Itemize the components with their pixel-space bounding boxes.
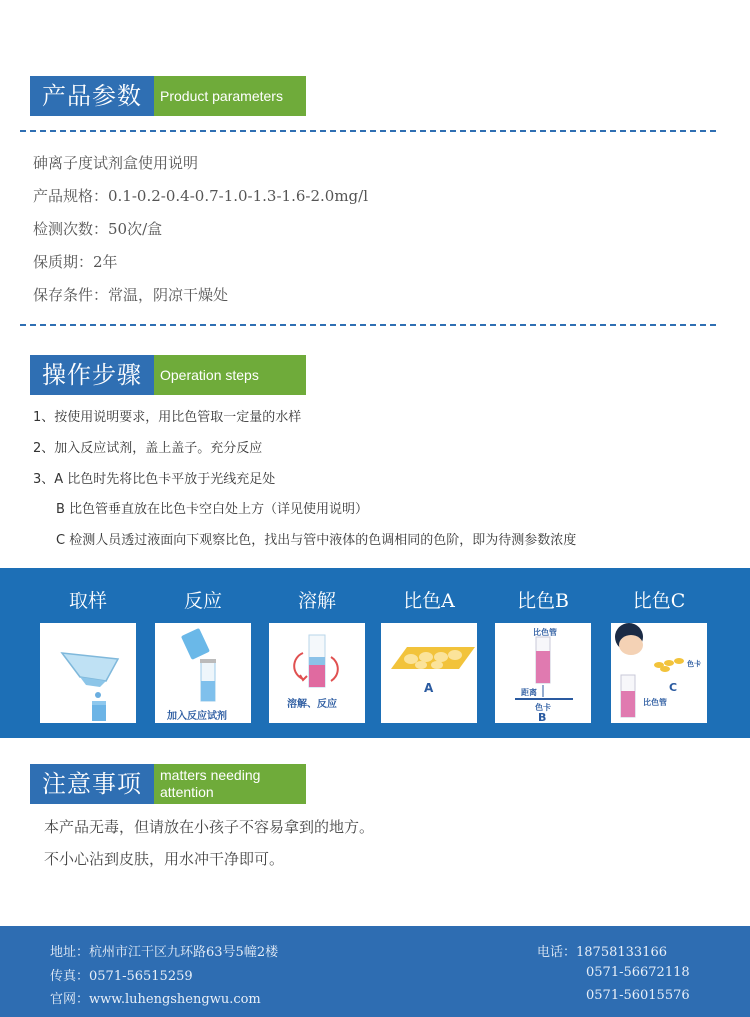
note-item: 本产品无毒，但请放在小孩子不容易拿到的地方。 — [44, 818, 375, 836]
caption-b-tube: 比色管 — [533, 628, 557, 637]
step-item: 3、A 比色时先将比色卡平放于光线充足处 — [33, 472, 276, 487]
footer-phone: 0571-56015576 — [586, 988, 690, 1003]
params-line: 保质期：2年 — [33, 253, 118, 271]
step-item: B 比色管垂直放在比色卡空白处上方（详见使用说明） — [56, 502, 369, 517]
section-header-notes — [30, 764, 306, 804]
footer-address: 地址：杭州市江干区九环路63号5幢2楼 — [50, 945, 279, 960]
params-line: 产品规格：0.1-0.2-0.4-0.7-1.0-1.3-1.6-2.0mg/l — [33, 187, 368, 205]
caption-dissolve: 溶解、反应 — [287, 699, 337, 710]
footer-fax: 传真：0571-56515259 — [50, 969, 193, 984]
card-dissolve — [269, 623, 365, 723]
step-item: 1、按使用说明要求，用比色管取一定量的水样 — [33, 410, 302, 425]
section-title-cn: 注意事项 — [30, 764, 154, 804]
card-compare-c — [611, 623, 707, 723]
dashed-divider — [20, 130, 716, 132]
caption-c-tube: 比色管 — [643, 698, 667, 707]
compare-c-illustration — [611, 623, 707, 723]
card-reaction — [155, 623, 251, 723]
caption-b-distance: 距离 — [521, 688, 537, 697]
sampling-illustration — [40, 623, 136, 723]
footer-website[interactable]: 官网：www.luhengshengwu.com — [50, 992, 261, 1007]
process-title: 反应 — [183, 590, 222, 612]
card-compare-a — [381, 623, 477, 723]
caption-react: 加入反应试剂 — [167, 711, 227, 722]
params-line: 保存条件：常温，阴凉干燥处 — [33, 286, 229, 304]
step-item: C 检测人员透过液面向下观察比色，找出与管中液体的色调相同的色阶，即为待测参数浓度 — [56, 533, 577, 548]
process-title: 溶解 — [297, 590, 336, 612]
process-title: 取样 — [68, 590, 107, 612]
section-header-params — [30, 76, 306, 116]
compare-a-illustration — [381, 623, 477, 723]
card-sampling — [40, 623, 136, 723]
footer-phone: 0571-56672118 — [586, 965, 690, 980]
caption-c-card: 色卡 — [687, 660, 701, 668]
section-title-en: matters needing attention — [154, 764, 306, 804]
process-band — [0, 568, 750, 738]
params-line: 检测次数：50次/盒 — [33, 220, 163, 238]
card-compare-b — [495, 623, 591, 723]
process-title: 比色B — [517, 590, 569, 612]
section-title-cn: 产品参数 — [30, 76, 154, 116]
caption-c: C — [669, 681, 678, 694]
caption-b: B — [538, 711, 547, 724]
step-item: 2、加入反应试剂，盖上盖子。充分反应 — [33, 441, 263, 456]
process-title: 比色C — [632, 590, 686, 612]
params-line: 砷离子度试剂盒使用说明 — [33, 154, 199, 172]
section-header-steps — [30, 355, 306, 395]
footer — [0, 926, 750, 1017]
note-item: 不小心沾到皮肤，用水冲干净即可。 — [44, 850, 285, 868]
footer-phone: 电话：18758133166 — [537, 945, 667, 960]
dashed-divider — [20, 324, 716, 326]
caption-b-card: 色卡 — [535, 703, 551, 712]
caption-a: A — [424, 681, 434, 695]
section-title-cn: 操作步骤 — [30, 355, 154, 395]
section-title-en: Product parameters — [154, 76, 306, 116]
process-title: 比色A — [403, 590, 455, 612]
section-title-en: Operation steps — [154, 355, 306, 395]
